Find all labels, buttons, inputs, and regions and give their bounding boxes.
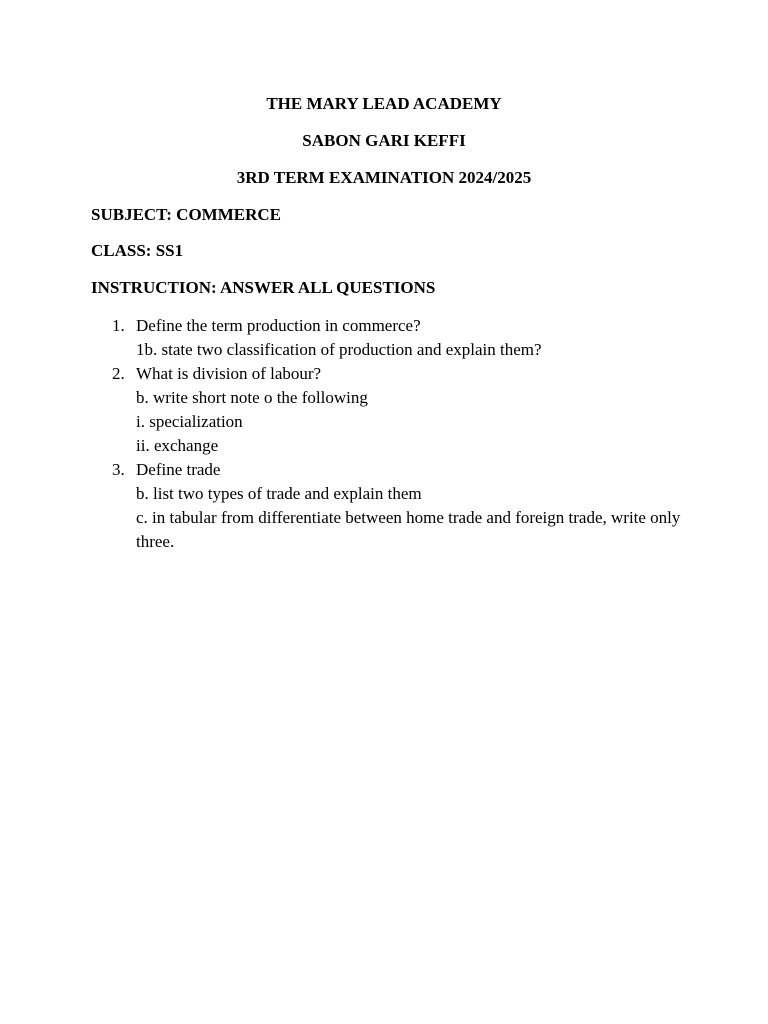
question-line: b. list two types of trade and explain them: [136, 484, 422, 503]
class-line: CLASS: SS1: [91, 241, 184, 260]
exam-title: 3RD TERM EXAMINATION 2024/2025: [236, 168, 532, 187]
question-line: 1b. state two classification of production and explain them?: [136, 340, 542, 359]
question-line: c. in tabular from differentiate between home trade and foreign trade, write only three.: [136, 508, 681, 551]
question-number: 3.: [112, 460, 125, 479]
question-number: 2.: [112, 364, 125, 383]
question-line: i. specialization: [136, 412, 243, 431]
question-1: [0, 314, 768, 362]
question-line: b. write short note o the following: [136, 388, 368, 407]
question-line: What is division of labour?: [136, 364, 322, 383]
instruction-line: INSTRUCTION: ANSWER ALL QUESTIONS: [91, 278, 436, 297]
question-3: [0, 458, 768, 554]
question-number: 1.: [112, 316, 125, 335]
question-line: ii. exchange: [136, 436, 219, 455]
question-list: [0, 314, 768, 554]
question-line: Define the term production in commerce?: [136, 316, 421, 335]
subject-line: SUBJECT: COMMERCE: [91, 205, 281, 224]
question-2: [0, 362, 768, 458]
school-location: SABON GARI KEFFI: [302, 131, 466, 150]
question-line: Define trade: [136, 460, 221, 479]
school-name: THE MARY LEAD ACADEMY: [266, 94, 502, 113]
